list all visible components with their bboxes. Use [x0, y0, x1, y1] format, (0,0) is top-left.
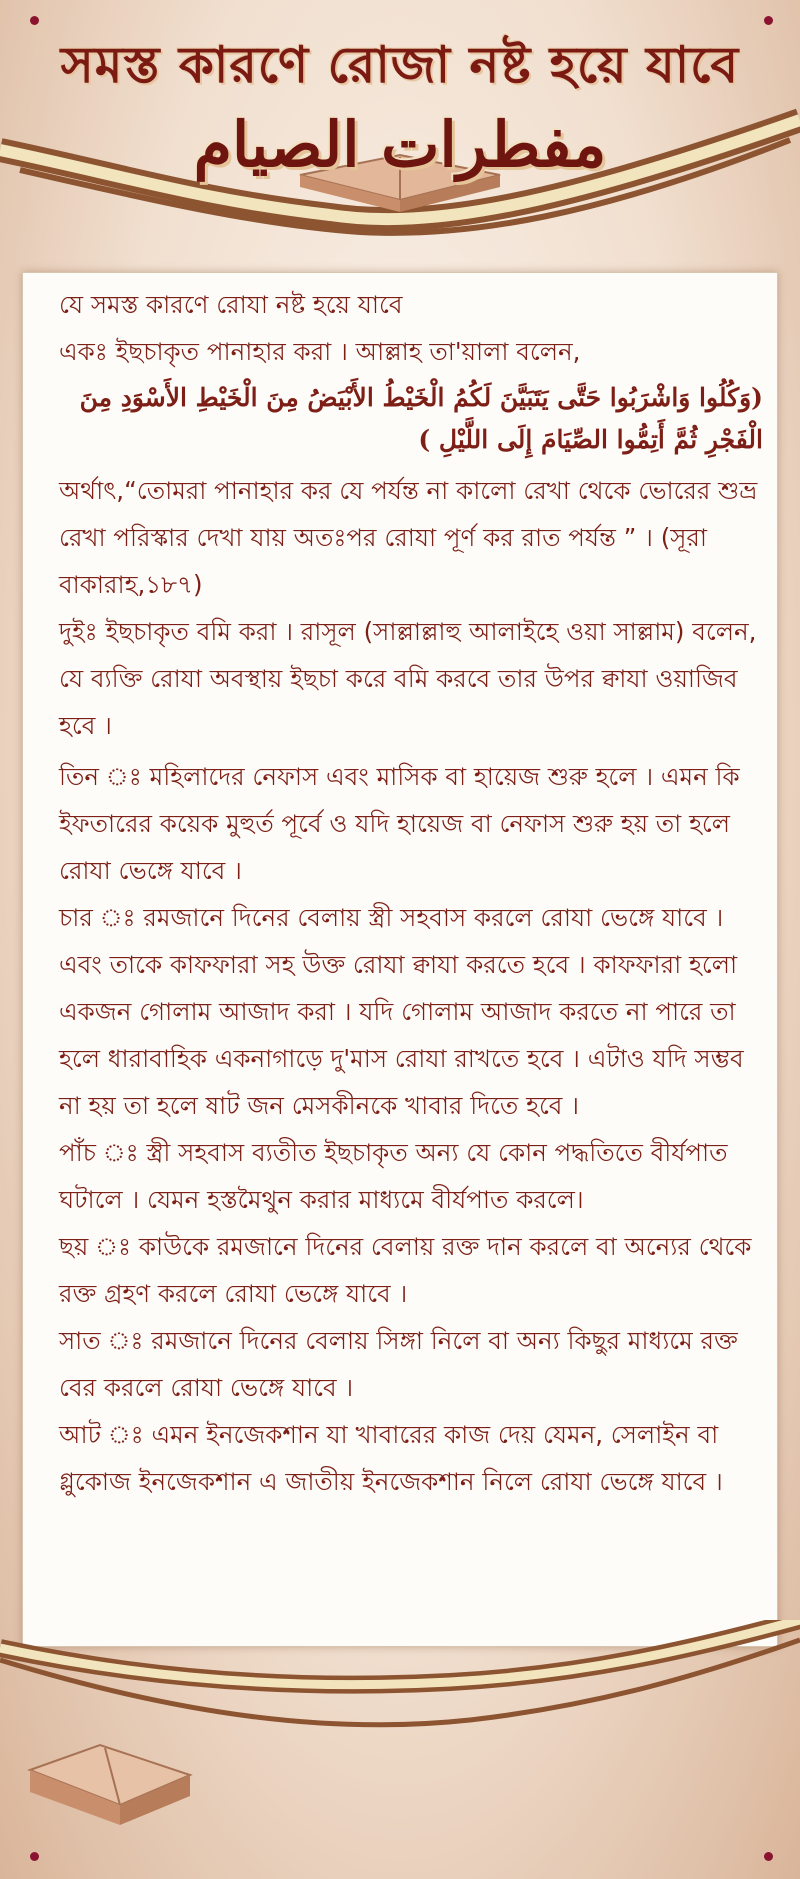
point-two: দুইঃ ইছচাকৃত বমি করা । রাসূল (সাল্লাল্লাহু আলাইহে ওয়া সাল্লাম) বলেন, যে ব্যক্তি রোযা অবস্থায় ইছচা করে বমি করবে তার উপর ক্বাযা ওয়াজিব হবে ।: [59, 617, 757, 740]
point-four: চার ঃ রমজানে দিনের বেলায় স্ত্রী সহবাস করলে রোযা ভেঙ্গে যাবে । এবং তাকে কাফফারা সহ উক্ত রোযা ক্বাযা করতে হবে । কাফফারা হলো একজন গোলাম আজাদ করা । যদি গোলাম আজাদ করতে না পারে তা হলে ধারাবাহিক একনাগাড়ে দু'মাস রোযা রাখতে হবে । এটাও যদি সম্ভব না হয় তা হলে ষাট জন মেসকীনকে খাবার দিতে হবে ।: [59, 903, 744, 1120]
point-six: ছয় ঃ কাউকে রমজানে দিনের বেলায় রক্ত দান করলে বা অন্যের থেকে রক্ত গ্রহণ করলে রোযা ভেঙ্গে যাবে ।: [59, 1232, 752, 1308]
content-card: [22, 272, 778, 1647]
open-book-icon: [30, 1745, 190, 1825]
point-eight: আট ঃ এমন ইনজেকশান যা খাবারের কাজ দেয় যেমন, সেলাইন বা গ্লুকোজ ইনজেকশান এ জাতীয় ইনজেকশান নিলে রোযা ভেঙ্গে যাবে ।: [59, 1420, 723, 1496]
header-banner: [0, 0, 800, 260]
verse-translation: অর্থাৎ,“তোমরা পানাহার কর যে পর্যন্ত না কালো রেখা থেকে ভোরের শুভ্র রেখা পরিস্কার দেখা যায় অতঃপর রোযা পূর্ণ কর রাত পর্যন্ত ” । (সূরা বাকারাহ,১৮৭): [59, 476, 758, 599]
intro-heading: যে সমস্ত কারণে রোযা নষ্ট হয়ে যাবে: [59, 290, 403, 319]
footer-swoosh-decoration: [0, 1620, 800, 1879]
quran-verse: (وَكُلُوا وَاشْرَبُوا حَتَّى يَتَبَيَّنَ لَكُمُ الْخَيْطُ الأَبْيَضُ مِنَ الْخَيْطِ الأَسْوَدِ مِنَ الْفَجْرِ ثُمَّ أَتِمُّوا الصِّيَامَ إِلَى اللَّيْلِ ): [79, 383, 763, 454]
point-five: পাঁচ ঃ স্ত্রী সহবাস ব্যতীত ইছচাকৃত অন্য যে কোন পদ্ধতিতে বীর্যপাত ঘটালে । যেমন হস্তমৈথুন করার মাধ্যমে বীর্যপাত করলে।: [59, 1138, 728, 1214]
point-one: একঃ ইছচাকৃত পানাহার করা । আল্লাহ তা'য়ালা বলেন,: [59, 337, 581, 366]
point-seven: সাত ঃ রমজানে দিনের বেলায় সিঙ্গা নিলে বা অন্য কিছুর মাধ্যমে রক্ত বের করলে রোযা ভেঙ্গে যাবে ।: [59, 1326, 738, 1402]
page-title-bengali: সমস্ত কারণে রোজা নষ্ট হয়ে যাবে: [60, 36, 740, 94]
point-three: তিন ঃ মহিলাদের নেফাস এবং মাসিক বা হায়েজ শুরু হলে । এমন কি ইফতারের কয়েক মুহুর্ত পূর্বে ও যদি হায়েজ বা নেফাস শুরু হয় তা হলে রোযা ভেঙ্গে যাবে ।: [59, 762, 740, 885]
footer-decoration: [0, 1620, 800, 1879]
page-title-arabic: مفطرات الصيام: [193, 108, 607, 181]
